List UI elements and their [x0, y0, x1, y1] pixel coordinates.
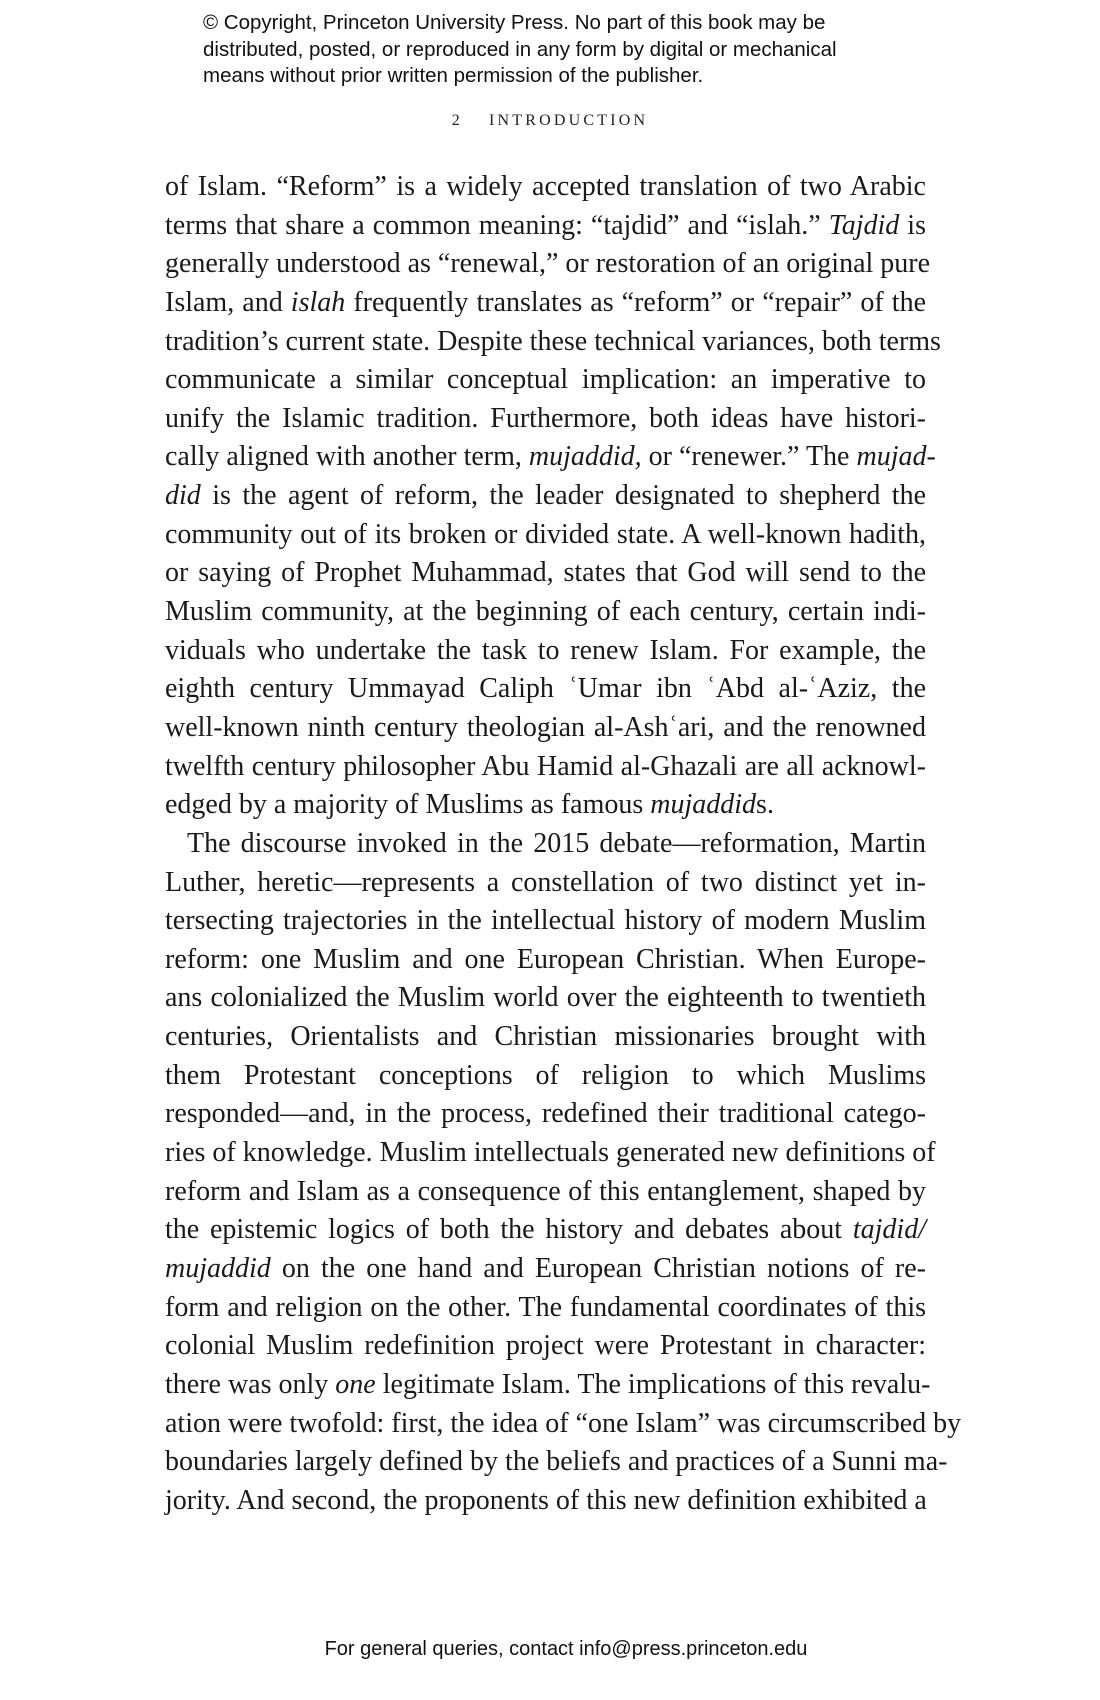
text-line [165, 670, 926, 709]
text-line [165, 1405, 962, 1444]
text-segment: ation were twofold: first, the idea of “one Islam” was circumscribed by [165, 1407, 962, 1439]
text-segment: centuries, Orientalists and Christian missionaries brought with [165, 1021, 926, 1053]
text-segment: edged by a majority of Muslims as famous [165, 789, 651, 821]
text-segment: form and religion on the other. The fundamental coordinates of this [165, 1291, 926, 1323]
text-line [165, 400, 926, 439]
text-segment: jority. And second, the proponents of this new definition exhibited a [165, 1484, 927, 1516]
text-segment: reform and Islam as a consequence of this entanglement, shaped by [165, 1175, 926, 1207]
italic-term: Tajdid [828, 209, 900, 241]
text-segment: or “renewer.” The [641, 441, 857, 473]
text-line [165, 902, 926, 941]
text-line [165, 1443, 948, 1482]
text-line [165, 632, 926, 671]
text-line [165, 516, 926, 555]
text-segment: boundaries largely defined by the beliefs and practices of a Sunni ma- [165, 1446, 948, 1478]
text-line [165, 554, 926, 593]
text-line [165, 1289, 926, 1328]
text-line [165, 361, 926, 400]
text-line [165, 1211, 926, 1250]
text-line [165, 477, 926, 516]
text-line [165, 709, 926, 748]
text-segment: unify the Islamic tradition. Furthermore, both ideas have histori- [165, 402, 926, 434]
text-line [165, 1327, 926, 1366]
text-segment: twelfth century philosopher Abu Hamid al-Ghazali are all acknowl- [165, 750, 926, 782]
text-segment: ries of knowledge. Muslim intellectuals generated new definitions of [165, 1137, 936, 1169]
italic-term: islah [290, 286, 346, 318]
italic-term: tajdid/ [852, 1214, 926, 1246]
running-head [0, 112, 1100, 130]
text-line [165, 1057, 926, 1096]
text-line [165, 1366, 931, 1405]
text-line [165, 941, 926, 980]
text-line [165, 825, 926, 864]
italic-term: mujaddid [165, 1252, 271, 1284]
text-segment: tradition’s current state. Despite these technical variances, both terms [165, 325, 941, 357]
copyright-line: © Copyright, Princeton University Press. No part of this book may be [203, 11, 826, 34]
text-segment: well-known ninth century theologian al-Ashʿari, and the renowned [165, 711, 926, 743]
text-segment: legitimate Islam. The implications of this revalu- [375, 1368, 931, 1400]
text-segment: of Islam. “Reform” is a widely accepted translation of two Arabic [165, 171, 926, 202]
text-line [165, 748, 926, 787]
text-line [165, 1018, 926, 1057]
text-segment: community out of its broken or divided state. A well-known hadith, [165, 518, 926, 550]
text-segment: eighth century Ummayad Caliph ʿUmar ibn ʿAbd al-ʿAziz, the [165, 673, 926, 705]
text-line [165, 323, 941, 362]
chapter-title: INTRODUCTION [488, 112, 649, 129]
text-segment: is the agent of reform, the leader designated to shepherd the [200, 480, 926, 512]
text-line [165, 1134, 936, 1173]
text-segment: them Protestant conceptions of religion to which Muslims [165, 1059, 926, 1091]
text-segment: the epistemic logics of both the history and debates about [165, 1214, 853, 1246]
text-line [165, 207, 926, 246]
text-segment: there was only [165, 1368, 336, 1400]
copyright-line: distributed, posted, or reproduced in any form by digital or mechanical [203, 37, 837, 61]
footer-contact: For general queries, contact info@press.princeton.edu [324, 1638, 808, 1660]
text-line [165, 864, 926, 903]
text-segment: responded—and, in the process, redefined their traditional catego- [165, 1098, 926, 1130]
text-segment: viduals who undertake the task to renew Islam. For example, the [165, 634, 926, 666]
text-segment: or saying of Prophet Muhammad, states that God will send to the [165, 557, 926, 589]
text-line [165, 979, 926, 1018]
italic-term: mujad- [856, 441, 936, 473]
text-segment: cally aligned with another term, [165, 441, 529, 473]
text-segment: Luther, heretic—represents a constellation of two distinct yet in- [165, 866, 926, 898]
italic-term: mujaddid, [528, 441, 642, 473]
text-segment: s. [756, 789, 774, 821]
text-segment: communicate a similar conceptual implication: an imperative to [165, 364, 926, 396]
text-segment: reform: one Muslim and one European Christian. When Europe- [165, 943, 926, 975]
copyright-notice [203, 10, 923, 90]
body-text [165, 168, 962, 1520]
text-line [165, 786, 926, 825]
copyright-line: means without prior written permission of the publisher. [203, 64, 704, 87]
text-segment: terms that share a common meaning: “tajdid” and “islah.” [165, 209, 829, 241]
text-segment: frequently translates as “reform” or “repair” of the [345, 286, 927, 318]
text-segment: on the one hand and European Christian notions of re- [270, 1252, 926, 1284]
text-line [165, 438, 936, 477]
text-line [165, 1173, 926, 1212]
text-segment: colonial Muslim redefinition project were Protestant in character: [165, 1330, 926, 1362]
text-line [165, 1250, 926, 1289]
italic-term: did [165, 480, 201, 512]
text-line [165, 245, 931, 284]
text-segment: Muslim community, at the beginning of each century, certain indi- [165, 596, 926, 628]
text-line [165, 1095, 926, 1134]
page-number: 2 [451, 112, 463, 129]
text-segment: The discourse invoked in the 2015 debate—reformation, Martin [187, 827, 926, 859]
text-segment: tersecting trajectories in the intellectual history of modern Muslim [165, 905, 926, 937]
text-line [165, 593, 926, 632]
text-line [165, 1482, 926, 1521]
italic-term: mujaddid [650, 789, 757, 821]
text-line [165, 168, 926, 207]
text-segment: is [899, 209, 926, 241]
text-segment: Islam, and [165, 286, 291, 318]
text-segment: ans colonialized the Muslim world over the eighteenth to twentieth [165, 982, 926, 1014]
text-segment: generally understood as “renewal,” or restoration of an original pure [165, 248, 931, 280]
text-line [165, 284, 926, 323]
italic-term: one [335, 1368, 376, 1400]
